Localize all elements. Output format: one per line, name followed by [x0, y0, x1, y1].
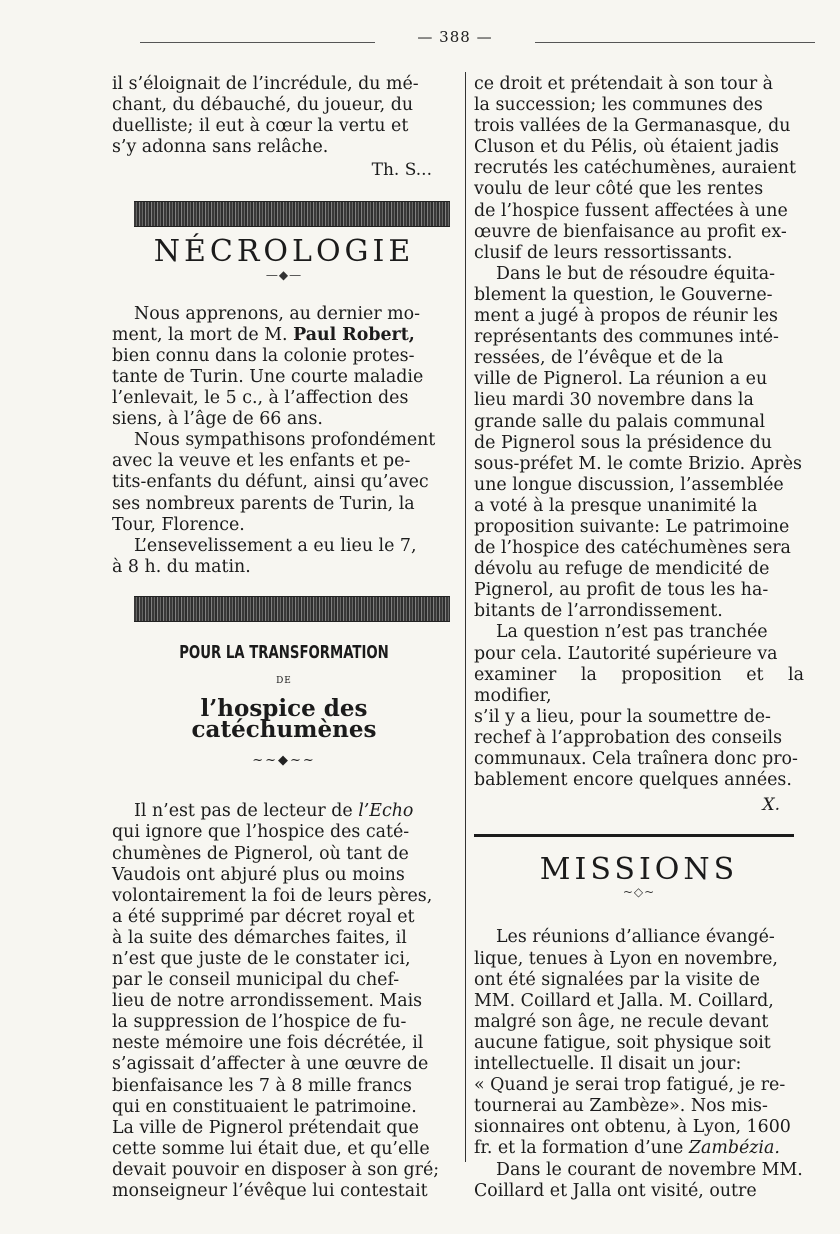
necro-paragraph-line: l’enlevait, le 5 c., à l’affection des: [112, 388, 409, 409]
article-line: sous-préfet M. le comte Brizio. Après: [474, 453, 802, 474]
necro-paragraph-line: tante de Turin. Une courte maladie: [112, 366, 424, 387]
missions-line: malgré son âge, ne recule devant: [474, 1011, 769, 1032]
article-line: s’agissait d’affecter à une œuvre de: [112, 1054, 429, 1075]
article-line: Pignerol, au profit de tous les ha-: [474, 580, 769, 601]
article-line: chumènes de Pignerol, où tant de: [112, 843, 409, 864]
article-line: neste mémoire une fois décrétée, il: [112, 1033, 424, 1054]
article-line: s’il y a lieu, pour la soumettre de-: [474, 706, 771, 727]
article-line: n’est que juste de le constater ici,: [112, 949, 411, 969]
article-line: de Pignerol sous la présidence du: [474, 432, 772, 453]
missions-line: aucune fatigue, soit physique soit: [474, 1032, 771, 1053]
missions-line: ont été signalées par la visite de: [474, 969, 760, 990]
article-line: proposition suivante: Le patrimoine: [474, 516, 790, 537]
article-line: la succession; les communes des: [474, 95, 763, 116]
article-line: représentants des communes inté-: [474, 327, 779, 348]
article-line: par le conseil municipal du chef-: [112, 970, 400, 991]
intro-line: chant, du débauché, du joueur, du: [112, 95, 414, 116]
article-line: clusif de leurs ressortissants.: [474, 242, 733, 263]
article-line: Dans le but de résoudre équita-: [496, 263, 776, 284]
article-headline-de: DE: [276, 675, 292, 686]
article-line: ressées, de l’évêque et de la: [474, 348, 724, 369]
necrologie-title: NÉCROLOGIE: [153, 234, 415, 270]
article-line: bitants de l’arrondissement.: [474, 601, 723, 622]
article-line: volontairement la foi de leurs pères,: [112, 885, 433, 906]
article-line: la suppression de l’hospice de fu-: [112, 1012, 407, 1033]
necro-paragraph-line: bien connu dans la colonie protes-: [112, 345, 415, 366]
necro-paragraph-line: Nous sympathisons profondément: [134, 430, 436, 451]
article-line: à la suite des démarches faites, il: [112, 927, 407, 948]
necro-paragraph-line: L’ensevelissement a eu lieu le 7,: [134, 535, 417, 556]
journal-name: l’Echo: [358, 801, 414, 822]
article-line: lieu de notre arrondissement. Mais: [112, 991, 423, 1012]
article-line: devait pouvoir en disposer à son gré;: [112, 1159, 440, 1180]
missions-line: tournerai au Zambèze». Nos mis-: [474, 1096, 768, 1117]
title-ornament: —◆—: [265, 267, 303, 282]
necro-paragraph-line: tits-enfants du défunt, ainsi qu’avec: [112, 472, 429, 493]
header-rule-left: [140, 42, 375, 43]
missions-line: Coillard et Jalla ont visité, outre: [474, 1180, 757, 1201]
article-signature: X.: [762, 795, 780, 816]
missions-italic: Zambézia.: [688, 1138, 780, 1159]
article-line: pour cela. L’autorité supérieure va: [474, 643, 778, 664]
page-number: — 388 —: [417, 28, 493, 46]
missions-line: intellectuelle. Il disait un jour:: [474, 1054, 742, 1075]
article-line: Cluson et du Pélis, où étaient jadis: [474, 137, 779, 158]
necro-paragraph-line: ses nombreux parents de Turin, la: [112, 493, 415, 514]
column-divider: [465, 72, 466, 1162]
article-headline-caps: POUR LA TRANSFORMATION: [179, 641, 389, 663]
article-line: de l’hospice fussent affectées à une: [474, 200, 788, 221]
article-headline-main: l’hospice des catéchumènes: [191, 695, 377, 744]
article-line: [112, 801, 456, 822]
intro-line: il s’éloignait de l’incrédule, du mé-: [112, 74, 419, 94]
article-line: qui ignore que l’hospice des caté-: [112, 822, 410, 843]
necro-paragraph-line: [112, 325, 456, 346]
intro-line: duelliste; il eut à cœur la vertu et: [112, 116, 409, 137]
article-line: ville de Pignerol. La réunion a eu: [474, 369, 768, 390]
missions-line: sionnaires ont obtenu, à Lyon, 1600: [474, 1117, 791, 1138]
article-line: dévolu au refuge de mendicité de: [474, 559, 770, 580]
article-line: cette somme lui était due, et qu’elle: [112, 1138, 430, 1159]
intro-line: s’y adonna sans relâche.: [112, 137, 329, 158]
section-rule: [474, 834, 794, 837]
article-line: lieu mardi 30 novembre dans la: [474, 390, 754, 411]
necro-paragraph-line: siens, à l’âge de 66 ans.: [112, 409, 323, 430]
necro-paragraph-line: Tour, Florence.: [112, 514, 245, 535]
article-line: qui en constituaient le patrimoine.: [112, 1096, 417, 1117]
article-line: rechef à l’approbation des conseils: [474, 727, 783, 748]
missions-text: fr. et la formation d’une: [474, 1138, 684, 1159]
article-line: bienfaisance les 7 à 8 mille francs: [112, 1075, 412, 1096]
article-line: de l’hospice des catéchumènes sera: [474, 538, 791, 559]
decorative-band: [134, 201, 450, 227]
article-line: La question n’est pas tranchée: [496, 622, 768, 643]
article-line: grande salle du palais communal: [474, 411, 766, 432]
article-line: trois vallées de la Germanasque, du: [474, 116, 791, 137]
necro-paragraph-line: Nous apprenons, au dernier mo-: [134, 303, 420, 324]
article-line: blement la question, le Gouverne-: [474, 284, 773, 305]
missions-line: lique, tenues à Lyon en novembre,: [474, 948, 778, 969]
headline-ornament: ~~◆~~: [252, 753, 316, 769]
missions-line: Les réunions d’alliance évangé-: [496, 927, 775, 948]
header-rule-right: [535, 42, 815, 43]
left-column: [112, 74, 456, 1202]
article-line: une longue discussion, l’assemblée: [474, 474, 784, 495]
right-column: [474, 74, 804, 1202]
article-text: Il n’est pas de lecteur de: [134, 801, 353, 822]
necro-text: ment, la mort de M.: [112, 324, 288, 345]
decorative-band: [134, 596, 450, 622]
missions-line: MM. Coillard et Jalla. M. Coillard,: [474, 990, 774, 1011]
article-line: communaux. Cela traînera donc pro-: [474, 749, 798, 769]
missions-line: Dans le courant de novembre MM.: [496, 1159, 803, 1180]
article-line: ment a jugé à propos de réunir les: [474, 306, 778, 327]
article-line: a voté à la presque unanimité la: [474, 495, 758, 516]
article-line: œuvre de bienfaisance au profit ex-: [474, 221, 787, 242]
article-line: a été supprimé par décret royal et: [112, 906, 415, 927]
intro-signature: Th. S...: [371, 160, 432, 181]
necro-paragraph-line: à 8 h. du matin.: [112, 556, 251, 577]
article-line: recrutés les catéchumènes, auraient: [474, 158, 796, 179]
article-line: ce droit et prétendait à son tour à: [474, 74, 774, 94]
article-line: monseigneur l’évêque lui contestait: [112, 1181, 428, 1202]
deceased-name: Paul Robert,: [293, 324, 415, 345]
title-ornament: ~◇~: [622, 885, 656, 900]
article-line: Vaudois ont abjuré plus ou moins: [112, 864, 405, 885]
missions-title: MISSIONS: [539, 852, 739, 888]
article-line: bablement encore quelques années.: [474, 770, 792, 791]
missions-line: [474, 1138, 804, 1159]
article-line: examiner la proposition et la modifier,: [474, 664, 804, 706]
necro-paragraph-line: avec la veuve et les enfants et pe-: [112, 451, 411, 472]
missions-line: « Quand je serai trop fatigué, je re-: [474, 1075, 786, 1096]
article-line: voulu de leur côté que les rentes: [474, 179, 764, 200]
article-line: La ville de Pignerol prétendait que: [112, 1117, 419, 1138]
